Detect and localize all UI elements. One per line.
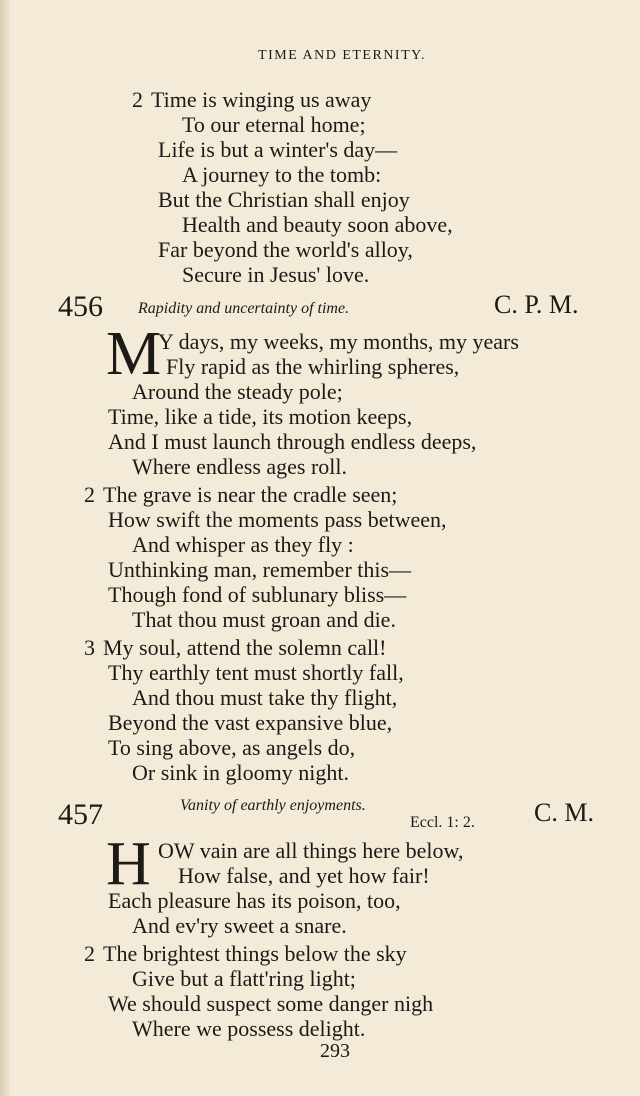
- verse-line: Unthinking man, remember this—: [108, 557, 412, 582]
- verse-number: 2: [132, 87, 143, 112]
- verse-line: Around the steady pole;: [132, 379, 343, 404]
- verse-line: Each pleasure has its poison, too,: [108, 888, 401, 913]
- verse-line: And thou must take thy flight,: [132, 685, 398, 710]
- verse-number: 2: [84, 941, 95, 966]
- verse-line: How false, and yet how fair!: [178, 863, 430, 888]
- verse-line: 2 The grave is near the cradle seen;: [84, 482, 398, 507]
- verse-line: Though fond of sublunary bliss—: [108, 582, 407, 607]
- scripture-reference: Eccl. 1: 2.: [410, 814, 475, 831]
- page-spine-shadow: [0, 0, 10, 1096]
- hymn-subject: Vanity of earthly enjoyments.: [180, 797, 366, 814]
- verse-line: But the Christian shall enjoy: [158, 187, 410, 212]
- verse-line: Thy earthly tent must shortly fall,: [108, 660, 404, 685]
- verse-line: Secure in Jesus' love.: [182, 262, 370, 287]
- verse-line: Give but a flatt'ring light;: [132, 966, 356, 991]
- hymn-number: 456: [58, 290, 103, 323]
- verse-line: Beyond the vast expansive blue,: [108, 710, 393, 735]
- verse-line: To our eternal home;: [182, 112, 366, 137]
- verse-line: Where endless ages roll.: [132, 454, 348, 479]
- verse-line: And whisper as they fly :: [132, 532, 354, 557]
- verse-line: OW vain are all things here below,: [158, 838, 464, 863]
- verse-line: Health and beauty soon above,: [182, 212, 453, 237]
- hymn-number: 457: [58, 798, 103, 831]
- verse-line: That thou must groan and die.: [132, 607, 396, 632]
- verse-line: We should suspect some danger nigh: [108, 991, 434, 1016]
- drop-cap: M: [106, 320, 162, 388]
- verse-line: 3 My soul, attend the solemn call!: [84, 635, 387, 660]
- verse-line: How swift the moments pass between,: [108, 507, 447, 532]
- verse-line: Y days, my weeks, my months, my years: [158, 329, 519, 354]
- running-head: TIME AND ETERNITY.: [258, 48, 426, 63]
- hymn-meter: C. P. M.: [494, 290, 579, 319]
- verse-line: Fly rapid as the whirling spheres,: [166, 354, 460, 379]
- page-number: 293: [320, 1040, 350, 1062]
- hymn-subject: Rapidity and uncertainty of time.: [138, 300, 350, 317]
- verse-number: 2: [84, 482, 95, 507]
- verse-line: To sing above, as angels do,: [108, 735, 356, 760]
- verse-line: And I must launch through endless deeps,: [108, 429, 477, 454]
- verse-number: 3: [84, 635, 95, 660]
- drop-cap: H: [106, 830, 151, 898]
- verse-line: 2 The brightest things below the sky: [84, 941, 407, 966]
- verse-line: Far beyond the world's alloy,: [158, 237, 413, 262]
- verse-line: Life is but a winter's day—: [158, 137, 398, 162]
- verse-line: Time, like a tide, its motion keeps,: [108, 404, 413, 429]
- verse-line: Or sink in gloomy night.: [132, 760, 349, 785]
- verse-line: 2 Time is winging us away: [132, 87, 372, 112]
- verse-line: A journey to the tomb:: [182, 162, 382, 187]
- verse-line: And ev'ry sweet a snare.: [132, 913, 347, 938]
- verse-line: Where we possess delight.: [132, 1016, 366, 1041]
- hymn-meter: C. M.: [534, 798, 594, 827]
